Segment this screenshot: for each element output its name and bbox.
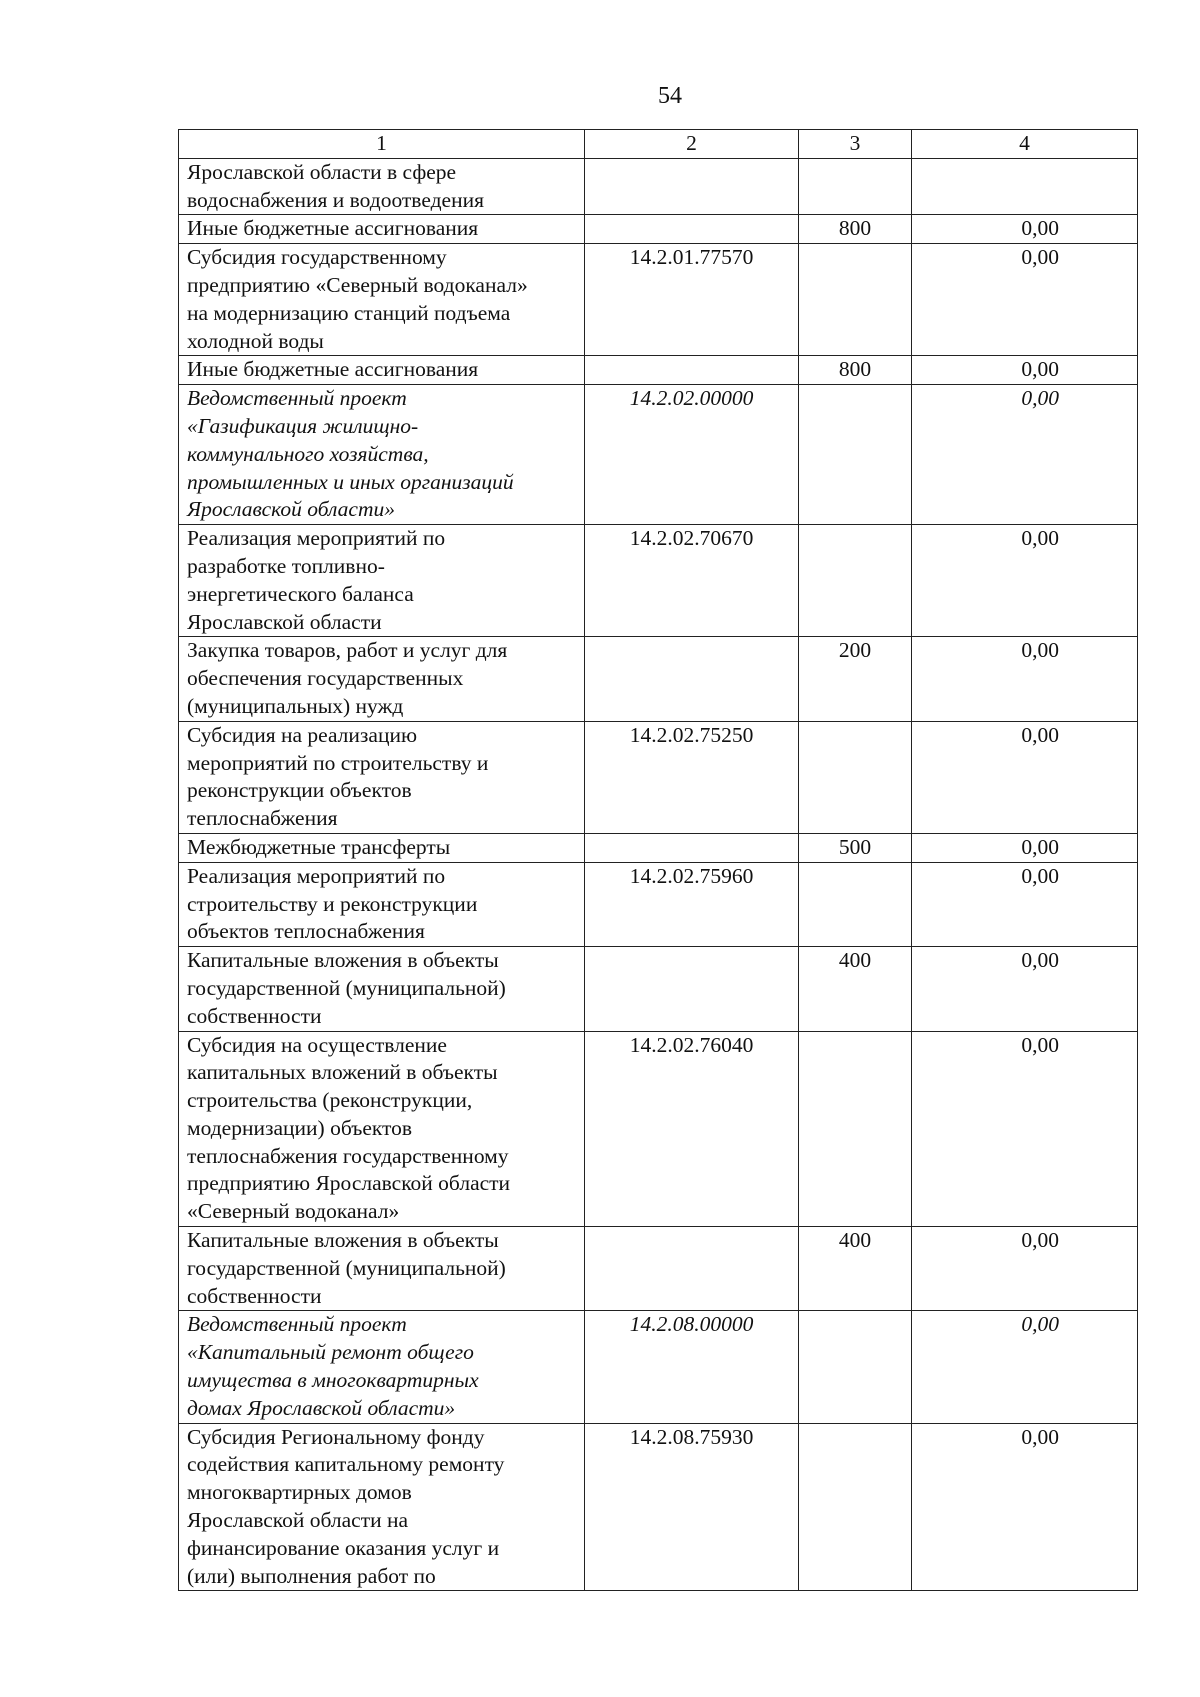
row-name-cell: Реализация мероприятий по строительству и реконструкции объектов теплоснабжения [179, 862, 585, 946]
row-code-cell [585, 215, 799, 244]
column-header-2: 2 [585, 130, 799, 159]
table-row [179, 1423, 1138, 1591]
row-name-cell: Иные бюджетные ассигнования [179, 215, 585, 244]
row-amount-cell: 0,00 [912, 385, 1138, 525]
row-code-cell [585, 637, 799, 721]
row-type-cell: 800 [799, 215, 912, 244]
row-amount-cell: 0,00 [912, 862, 1138, 946]
row-name-cell: Субсидия на осуществление капитальных вложений в объекты строительства (реконструкции, модернизации) объектов теплоснабжения государственному предприятию Ярославской области «Северный водоканал» [179, 1031, 585, 1227]
row-name-cell: Межбюджетные трансферты [179, 833, 585, 862]
row-code-cell [585, 947, 799, 1031]
row-amount-cell: 0,00 [912, 721, 1138, 833]
row-code-cell: 14.2.02.76040 [585, 1031, 799, 1227]
table-row [179, 525, 1138, 637]
row-type-cell [799, 525, 912, 637]
table-row [179, 862, 1138, 946]
row-code-cell: 14.2.08.75930 [585, 1423, 799, 1591]
row-name-cell: Закупка товаров, работ и услуг для обеспечения государственных (муниципальных) нужд [179, 637, 585, 721]
row-amount-cell: 0,00 [912, 1311, 1138, 1423]
row-type-cell: 500 [799, 833, 912, 862]
row-code-cell [585, 356, 799, 385]
row-amount-cell: 0,00 [912, 525, 1138, 637]
row-amount-cell [912, 158, 1138, 215]
column-header-3: 3 [799, 130, 912, 159]
row-type-cell [799, 862, 912, 946]
row-amount-cell: 0,00 [912, 244, 1138, 356]
row-code-cell [585, 1227, 799, 1311]
row-amount-cell: 0,00 [912, 637, 1138, 721]
row-name-cell: Капитальные вложения в объекты государственной (муниципальной) собственности [179, 947, 585, 1031]
row-code-cell: 14.2.02.75960 [585, 862, 799, 946]
row-type-cell: 800 [799, 356, 912, 385]
row-type-cell: 400 [799, 947, 912, 1031]
table-row [179, 244, 1138, 356]
row-name-cell: Реализация мероприятий по разработке топливно- энергетического баланса Ярославской области [179, 525, 585, 637]
table-row [179, 947, 1138, 1031]
row-type-cell [799, 1311, 912, 1423]
column-header-1: 1 [179, 130, 585, 159]
budget-table [178, 129, 1138, 1591]
column-header-4: 4 [912, 130, 1138, 159]
row-amount-cell: 0,00 [912, 215, 1138, 244]
row-code-cell: 14.2.02.70670 [585, 525, 799, 637]
row-code-cell: 14.2.02.75250 [585, 721, 799, 833]
row-amount-cell: 0,00 [912, 356, 1138, 385]
row-name-cell: Иные бюджетные ассигнования [179, 356, 585, 385]
row-amount-cell: 0,00 [912, 1031, 1138, 1227]
table-row [179, 1031, 1138, 1227]
row-amount-cell: 0,00 [912, 1423, 1138, 1591]
row-code-cell: 14.2.02.00000 [585, 385, 799, 525]
row-name-cell: Ведомственный проект «Газификация жилищно- коммунального хозяйства, промышленных и иных организаций Ярославской области» [179, 385, 585, 525]
table-row [179, 356, 1138, 385]
row-type-cell: 400 [799, 1227, 912, 1311]
row-type-cell [799, 385, 912, 525]
row-type-cell [799, 1031, 912, 1227]
row-name-cell: Ярославской области в сфере водоснабжения и водоотведения [179, 158, 585, 215]
row-amount-cell: 0,00 [912, 833, 1138, 862]
row-type-cell [799, 1423, 912, 1591]
row-type-cell [799, 721, 912, 833]
table-row [179, 385, 1138, 525]
table-row [179, 215, 1138, 244]
row-code-cell: 14.2.01.77570 [585, 244, 799, 356]
row-code-cell [585, 833, 799, 862]
table-row [179, 833, 1138, 862]
row-code-cell [585, 158, 799, 215]
row-name-cell: Субсидия государственному предприятию «Северный водоканал» на модернизацию станций подъема холодной воды [179, 244, 585, 356]
row-name-cell: Субсидия Региональному фонду содействия капитальному ремонту многоквартирных домов Ярославской области на финансирование оказания услуг и (или) выполнения работ по [179, 1423, 585, 1591]
page-number: 54 [658, 83, 682, 109]
table-row [179, 158, 1138, 215]
row-code-cell: 14.2.08.00000 [585, 1311, 799, 1423]
row-name-cell: Субсидия на реализацию мероприятий по строительству и реконструкции объектов теплоснабжения [179, 721, 585, 833]
row-type-cell: 200 [799, 637, 912, 721]
row-name-cell: Капитальные вложения в объекты государственной (муниципальной) собственности [179, 1227, 585, 1311]
row-type-cell [799, 158, 912, 215]
table-row [179, 1311, 1138, 1423]
table-row [179, 1227, 1138, 1311]
table-row [179, 721, 1138, 833]
row-amount-cell: 0,00 [912, 947, 1138, 1031]
row-type-cell [799, 244, 912, 356]
row-name-cell: Ведомственный проект «Капитальный ремонт общего имущества в многоквартирных домах Ярославской области» [179, 1311, 585, 1423]
table-header-row [179, 130, 1138, 159]
table-row [179, 637, 1138, 721]
row-amount-cell: 0,00 [912, 1227, 1138, 1311]
